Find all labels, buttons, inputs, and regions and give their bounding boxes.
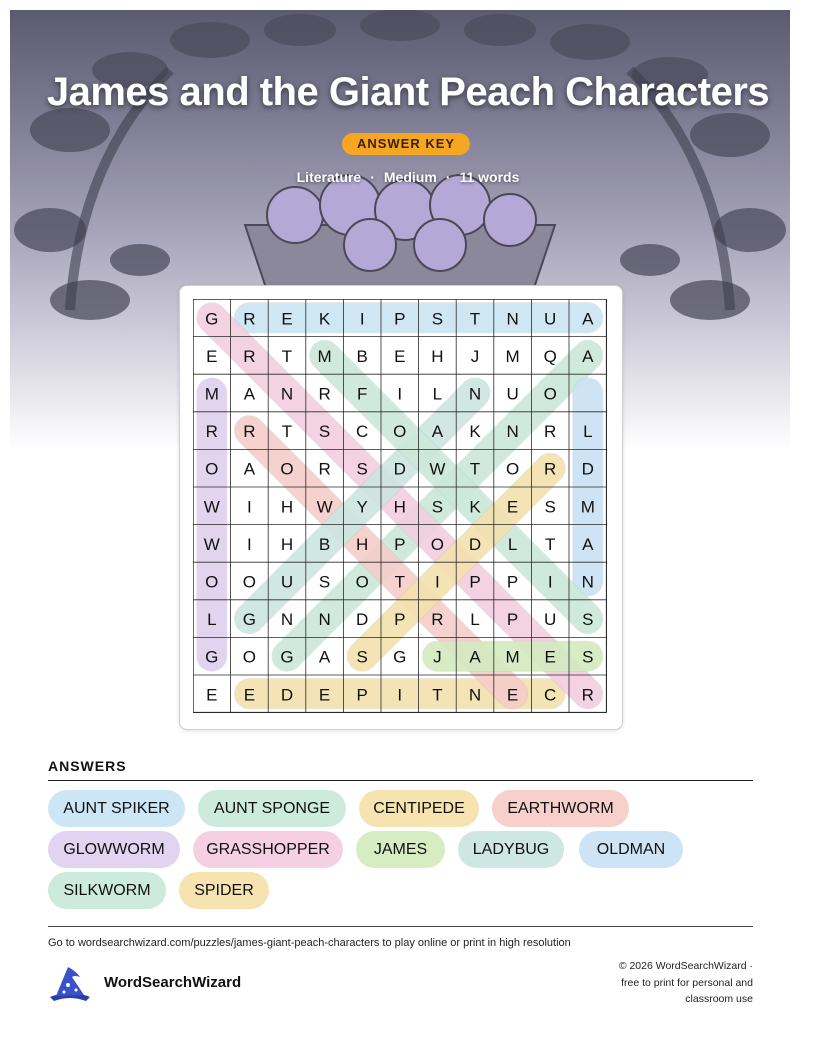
grid-letter: O bbox=[242, 647, 257, 667]
grid-letter: G bbox=[280, 647, 294, 667]
grid-letter: S bbox=[431, 309, 444, 329]
grid-letter: S bbox=[356, 459, 368, 479]
grid-letter: D bbox=[356, 610, 369, 630]
grid-letter: M bbox=[505, 346, 520, 366]
grid-letter: R bbox=[318, 459, 331, 479]
grid-letter: K bbox=[469, 497, 481, 517]
grid-letter: E bbox=[394, 346, 406, 366]
grid-letter: U bbox=[506, 384, 519, 404]
grid-letter: I bbox=[547, 572, 553, 592]
grid-letter: D bbox=[280, 685, 294, 705]
answer-pill-spider: SPIDER bbox=[179, 872, 269, 909]
answer-pill-ladybug: LADYBUG bbox=[458, 831, 564, 868]
grid-letter: G bbox=[242, 610, 257, 630]
grid-letter: L bbox=[432, 384, 443, 404]
grid-letter: N bbox=[468, 685, 482, 705]
grid-letter: P bbox=[506, 610, 519, 630]
wizard-hat-icon bbox=[46, 963, 94, 1005]
answer-pill-james: JAMES bbox=[356, 831, 445, 868]
grid-letter: S bbox=[318, 422, 331, 442]
grid-letter: S bbox=[544, 497, 556, 517]
grid-letter: D bbox=[581, 459, 594, 479]
grid-letter: N bbox=[468, 384, 482, 404]
answer-pill-aunt-sponge: AUNT SPONGE bbox=[198, 790, 346, 827]
grid-letter: O bbox=[393, 422, 407, 442]
grid-letter: E bbox=[243, 685, 256, 705]
grid-letter: O bbox=[430, 534, 445, 554]
grid-letter: N bbox=[581, 572, 594, 592]
grid-letter: C bbox=[356, 422, 369, 442]
grid-letter: A bbox=[431, 422, 444, 442]
grid-letter: W bbox=[203, 534, 220, 554]
brand-name: WordSearchWizard bbox=[104, 974, 242, 991]
grid-letter: I bbox=[397, 384, 403, 404]
grid-letter: M bbox=[317, 346, 332, 366]
grid-letter: E bbox=[206, 346, 218, 366]
grid-letter: B bbox=[318, 534, 331, 554]
meta-word-count: 11 words bbox=[459, 169, 520, 185]
grid-letter: W bbox=[316, 497, 333, 517]
grid-letter: T bbox=[394, 572, 405, 592]
grid-letter: G bbox=[205, 647, 219, 667]
grid-letter: R bbox=[205, 422, 218, 442]
grid-letter: E bbox=[506, 685, 519, 705]
grid-letter: W bbox=[429, 459, 446, 479]
grid-letter: N bbox=[506, 309, 519, 329]
grid-letter: D bbox=[468, 534, 482, 554]
grid-letter: A bbox=[582, 309, 594, 329]
footer-url-text: Go to wordsearchwizard.com/puzzles/james-giant-peach-characters to play online or print in high resolution bbox=[48, 937, 571, 949]
grid-letter: K bbox=[469, 422, 481, 442]
grid-letter: H bbox=[393, 497, 406, 517]
copyright-line: classroom use bbox=[685, 993, 753, 1005]
grid-letter: O bbox=[205, 572, 219, 592]
grid-letter: M bbox=[505, 647, 520, 667]
meta-separator: · bbox=[445, 169, 451, 185]
grid-letter: P bbox=[394, 610, 406, 630]
grid-letter: I bbox=[435, 572, 440, 592]
grid-letter: N bbox=[280, 384, 294, 404]
grid-letter: C bbox=[544, 685, 557, 705]
grid-letter: T bbox=[432, 685, 443, 705]
letter-grid bbox=[193, 299, 607, 713]
grid-letter: R bbox=[243, 422, 256, 442]
grid-letter: T bbox=[545, 534, 556, 554]
grid-letter: N bbox=[318, 610, 331, 630]
copyright-line: free to print for personal and bbox=[621, 976, 753, 989]
grid-letter: M bbox=[204, 384, 219, 404]
grid-letter: K bbox=[318, 309, 331, 329]
grid-letter: O bbox=[280, 459, 294, 479]
page-title: James and the Giant Peach Characters bbox=[46, 70, 770, 114]
grid-letter: Y bbox=[356, 497, 368, 517]
grid-letter: J bbox=[470, 346, 480, 366]
grid-letter: H bbox=[280, 534, 294, 554]
grid-letter: S bbox=[582, 610, 594, 630]
grid-letter: M bbox=[580, 497, 595, 517]
answer-pill-aunt-spiker: AUNT SPIKER bbox=[48, 790, 185, 827]
grid-letter: R bbox=[544, 422, 557, 442]
grid-letter: N bbox=[280, 610, 294, 630]
grid-letter: Q bbox=[543, 346, 557, 366]
grid-letter: G bbox=[393, 647, 407, 667]
answer-pill-earthworm: EARTHWORM bbox=[492, 790, 629, 827]
grid-letter: I bbox=[359, 309, 365, 329]
copyright-line: © 2026 WordSearchWizard · bbox=[618, 960, 753, 972]
grid-letter: S bbox=[431, 497, 444, 517]
answer-pill-silkworm: SILKWORM bbox=[48, 872, 166, 909]
grid-letter: A bbox=[582, 346, 594, 366]
answer-pill-centipede: CENTIPEDE bbox=[359, 790, 479, 827]
grid-letter: L bbox=[470, 610, 480, 630]
answer-key-badge: ANSWER KEY bbox=[342, 133, 470, 155]
grid-letter: A bbox=[318, 647, 331, 667]
grid-letter: O bbox=[242, 572, 257, 592]
grid-letter: F bbox=[357, 384, 368, 404]
grid-letter: P bbox=[356, 685, 368, 705]
answer-pill-grasshopper: GRASSHOPPER bbox=[193, 831, 343, 868]
grid-letter: R bbox=[318, 384, 331, 404]
answer-pill-oldman: OLDMAN bbox=[579, 831, 683, 868]
grid-letter: R bbox=[243, 346, 256, 366]
grid-letter: T bbox=[281, 346, 293, 366]
grid-letter: O bbox=[505, 459, 520, 479]
grid-letter: D bbox=[393, 459, 406, 479]
grid-letter: E bbox=[544, 647, 556, 667]
grid-letter: S bbox=[318, 572, 331, 592]
grid-letter: P bbox=[506, 572, 519, 592]
grid-letter: N bbox=[506, 422, 519, 442]
grid-letter: R bbox=[431, 610, 444, 630]
grid-letter: L bbox=[207, 610, 217, 630]
grid-letter: E bbox=[318, 685, 331, 705]
grid-letter: J bbox=[433, 647, 442, 667]
grid-letter: L bbox=[507, 534, 518, 554]
grid-letter: O bbox=[355, 572, 369, 592]
grid-letter: L bbox=[583, 422, 593, 442]
grid-letter: T bbox=[469, 309, 481, 329]
grid-letter: E bbox=[506, 497, 519, 517]
answers-heading: ANSWERS bbox=[48, 758, 127, 774]
grid-letter: R bbox=[544, 459, 557, 479]
copyright bbox=[583, 958, 753, 1008]
grid-letter: P bbox=[394, 309, 406, 329]
grid-letter: A bbox=[469, 647, 481, 667]
grid-letter: P bbox=[469, 572, 481, 592]
grid-letter: O bbox=[205, 459, 219, 479]
grid-letter: E bbox=[281, 309, 293, 329]
grid-letter: H bbox=[431, 346, 444, 366]
grid-letter: I bbox=[247, 534, 252, 554]
grid-letter: A bbox=[243, 459, 256, 479]
grid-letter: R bbox=[581, 685, 594, 705]
grid-letter: A bbox=[243, 384, 256, 404]
grid-letter: S bbox=[356, 647, 368, 667]
grid-letter: I bbox=[247, 497, 252, 517]
divider bbox=[48, 926, 753, 927]
grid-letter: T bbox=[469, 459, 481, 479]
grid-letter: R bbox=[243, 309, 256, 329]
meta-difficulty: Medium bbox=[383, 169, 437, 185]
grid-letter: U bbox=[544, 610, 557, 630]
grid-letter: P bbox=[394, 534, 406, 554]
grid-letter: W bbox=[203, 497, 220, 517]
grid-letter: I bbox=[397, 685, 403, 705]
puzzle-meta bbox=[0, 169, 816, 185]
divider bbox=[48, 780, 753, 781]
grid-letter: T bbox=[281, 422, 293, 442]
grid-letter: B bbox=[356, 346, 368, 366]
grid-letter: U bbox=[544, 309, 557, 329]
grid-letter: G bbox=[205, 309, 219, 329]
grid-letter: S bbox=[582, 647, 594, 667]
grid-letter: H bbox=[356, 534, 369, 554]
meta-category: Literature bbox=[296, 169, 362, 185]
answer-pill-glowworm: GLOWWORM bbox=[48, 831, 180, 868]
grid-letter: E bbox=[206, 685, 218, 705]
meta-separator: · bbox=[370, 169, 375, 185]
grid-letter: U bbox=[280, 572, 294, 592]
grid-letter: H bbox=[280, 497, 294, 517]
grid-letter: O bbox=[543, 384, 557, 404]
grid-letter: A bbox=[582, 534, 594, 554]
